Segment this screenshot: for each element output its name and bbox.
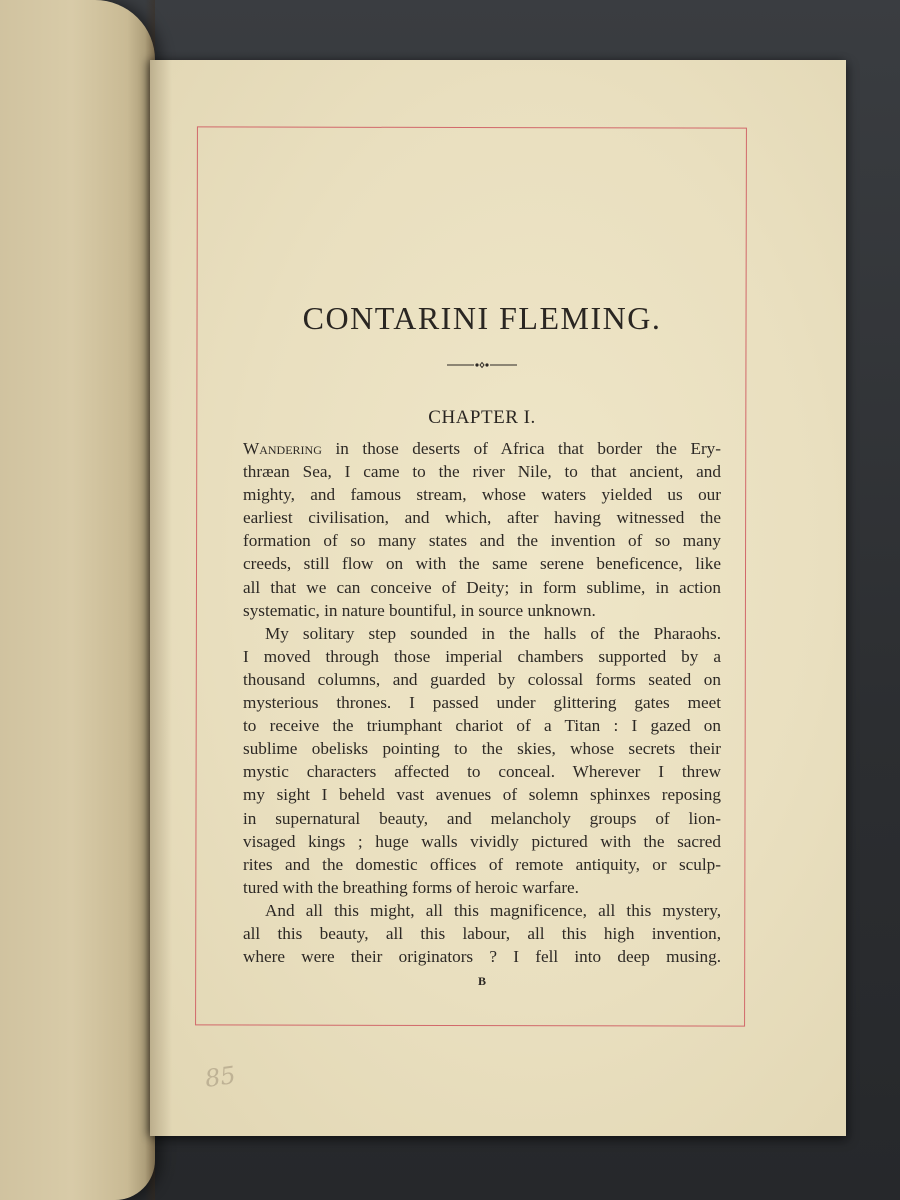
left-facing-page: [0, 0, 155, 1200]
title-ornament-icon: [447, 359, 517, 371]
paragraph-line: My solitary step sounded in the halls of the Pharaohs.: [265, 623, 721, 643]
paragraph-3: [243, 899, 721, 968]
paragraph-line: rites and the domestic offices of remote antiquity, or sculp-: [243, 854, 721, 874]
paragraph-line: where were their originators ? I fell into deep musing.: [243, 947, 721, 967]
book-title: CONTARINI FLEMING.: [302, 300, 662, 336]
paragraph-line: mighty, and famous stream, whose waters yielded us our: [243, 485, 721, 505]
paragraph-line: mystic characters affected to conceal. Wherever I threw: [243, 762, 721, 782]
paragraph-line: creeds, still flow on with the same serene beneficence, like: [243, 554, 721, 574]
paragraph-2: [243, 622, 721, 899]
paragraph-line: sublime obelisks pointing to the skies, whose secrets their: [243, 739, 721, 759]
paragraph-line: thræan Sea, I came to the river Nile, to that ancient, and: [243, 462, 721, 482]
paragraph-line: I moved through those imperial chambers supported by a: [243, 646, 721, 666]
paragraph-line: visaged kings ; huge walls vividly pictured with the sacred: [243, 831, 721, 851]
page-content: [243, 300, 721, 989]
paragraph-line: tured with the breathing forms of heroic warfare.: [243, 877, 579, 897]
paragraph-line: all that we can conceive of Deity; in form sublime, in action: [243, 577, 721, 597]
paragraph-line: systematic, in nature bountiful, in source unknown.: [243, 600, 596, 620]
paragraph-line: to receive the triumphant chariot of a Titan : I gazed on: [243, 716, 721, 736]
paragraph-line: earliest civilisation, and which, after having witnessed the: [243, 508, 721, 528]
page-gutter-shadow: [150, 60, 172, 1136]
paragraph-line: in supernatural beauty, and melancholy groups of lion-: [243, 808, 721, 828]
paragraph-line: formation of so many states and the invention of so many: [243, 531, 721, 551]
paragraph-line: my sight I beheld vast avenues of solemn sphinxes reposing: [243, 785, 721, 805]
signature-mark: B: [477, 974, 486, 989]
pencil-annotation: 85: [203, 1061, 238, 1093]
paragraph-1: [243, 437, 721, 622]
paragraph-line: And all this might, all this magnificence, all this mystery,: [265, 900, 721, 920]
drop-word: Wandering: [243, 439, 322, 458]
paragraph-line: all this beauty, all this labour, all this high invention,: [243, 923, 721, 943]
paragraph-line: mysterious thrones. I passed under glittering gates meet: [243, 693, 721, 713]
paragraph-line: Wandering in those deserts of Africa that border the Ery-: [243, 439, 721, 458]
paragraph-line: thousand columns, and guarded by colossal forms seated on: [243, 669, 721, 689]
book-page: [150, 60, 846, 1136]
chapter-heading: CHAPTER I.: [428, 407, 536, 428]
